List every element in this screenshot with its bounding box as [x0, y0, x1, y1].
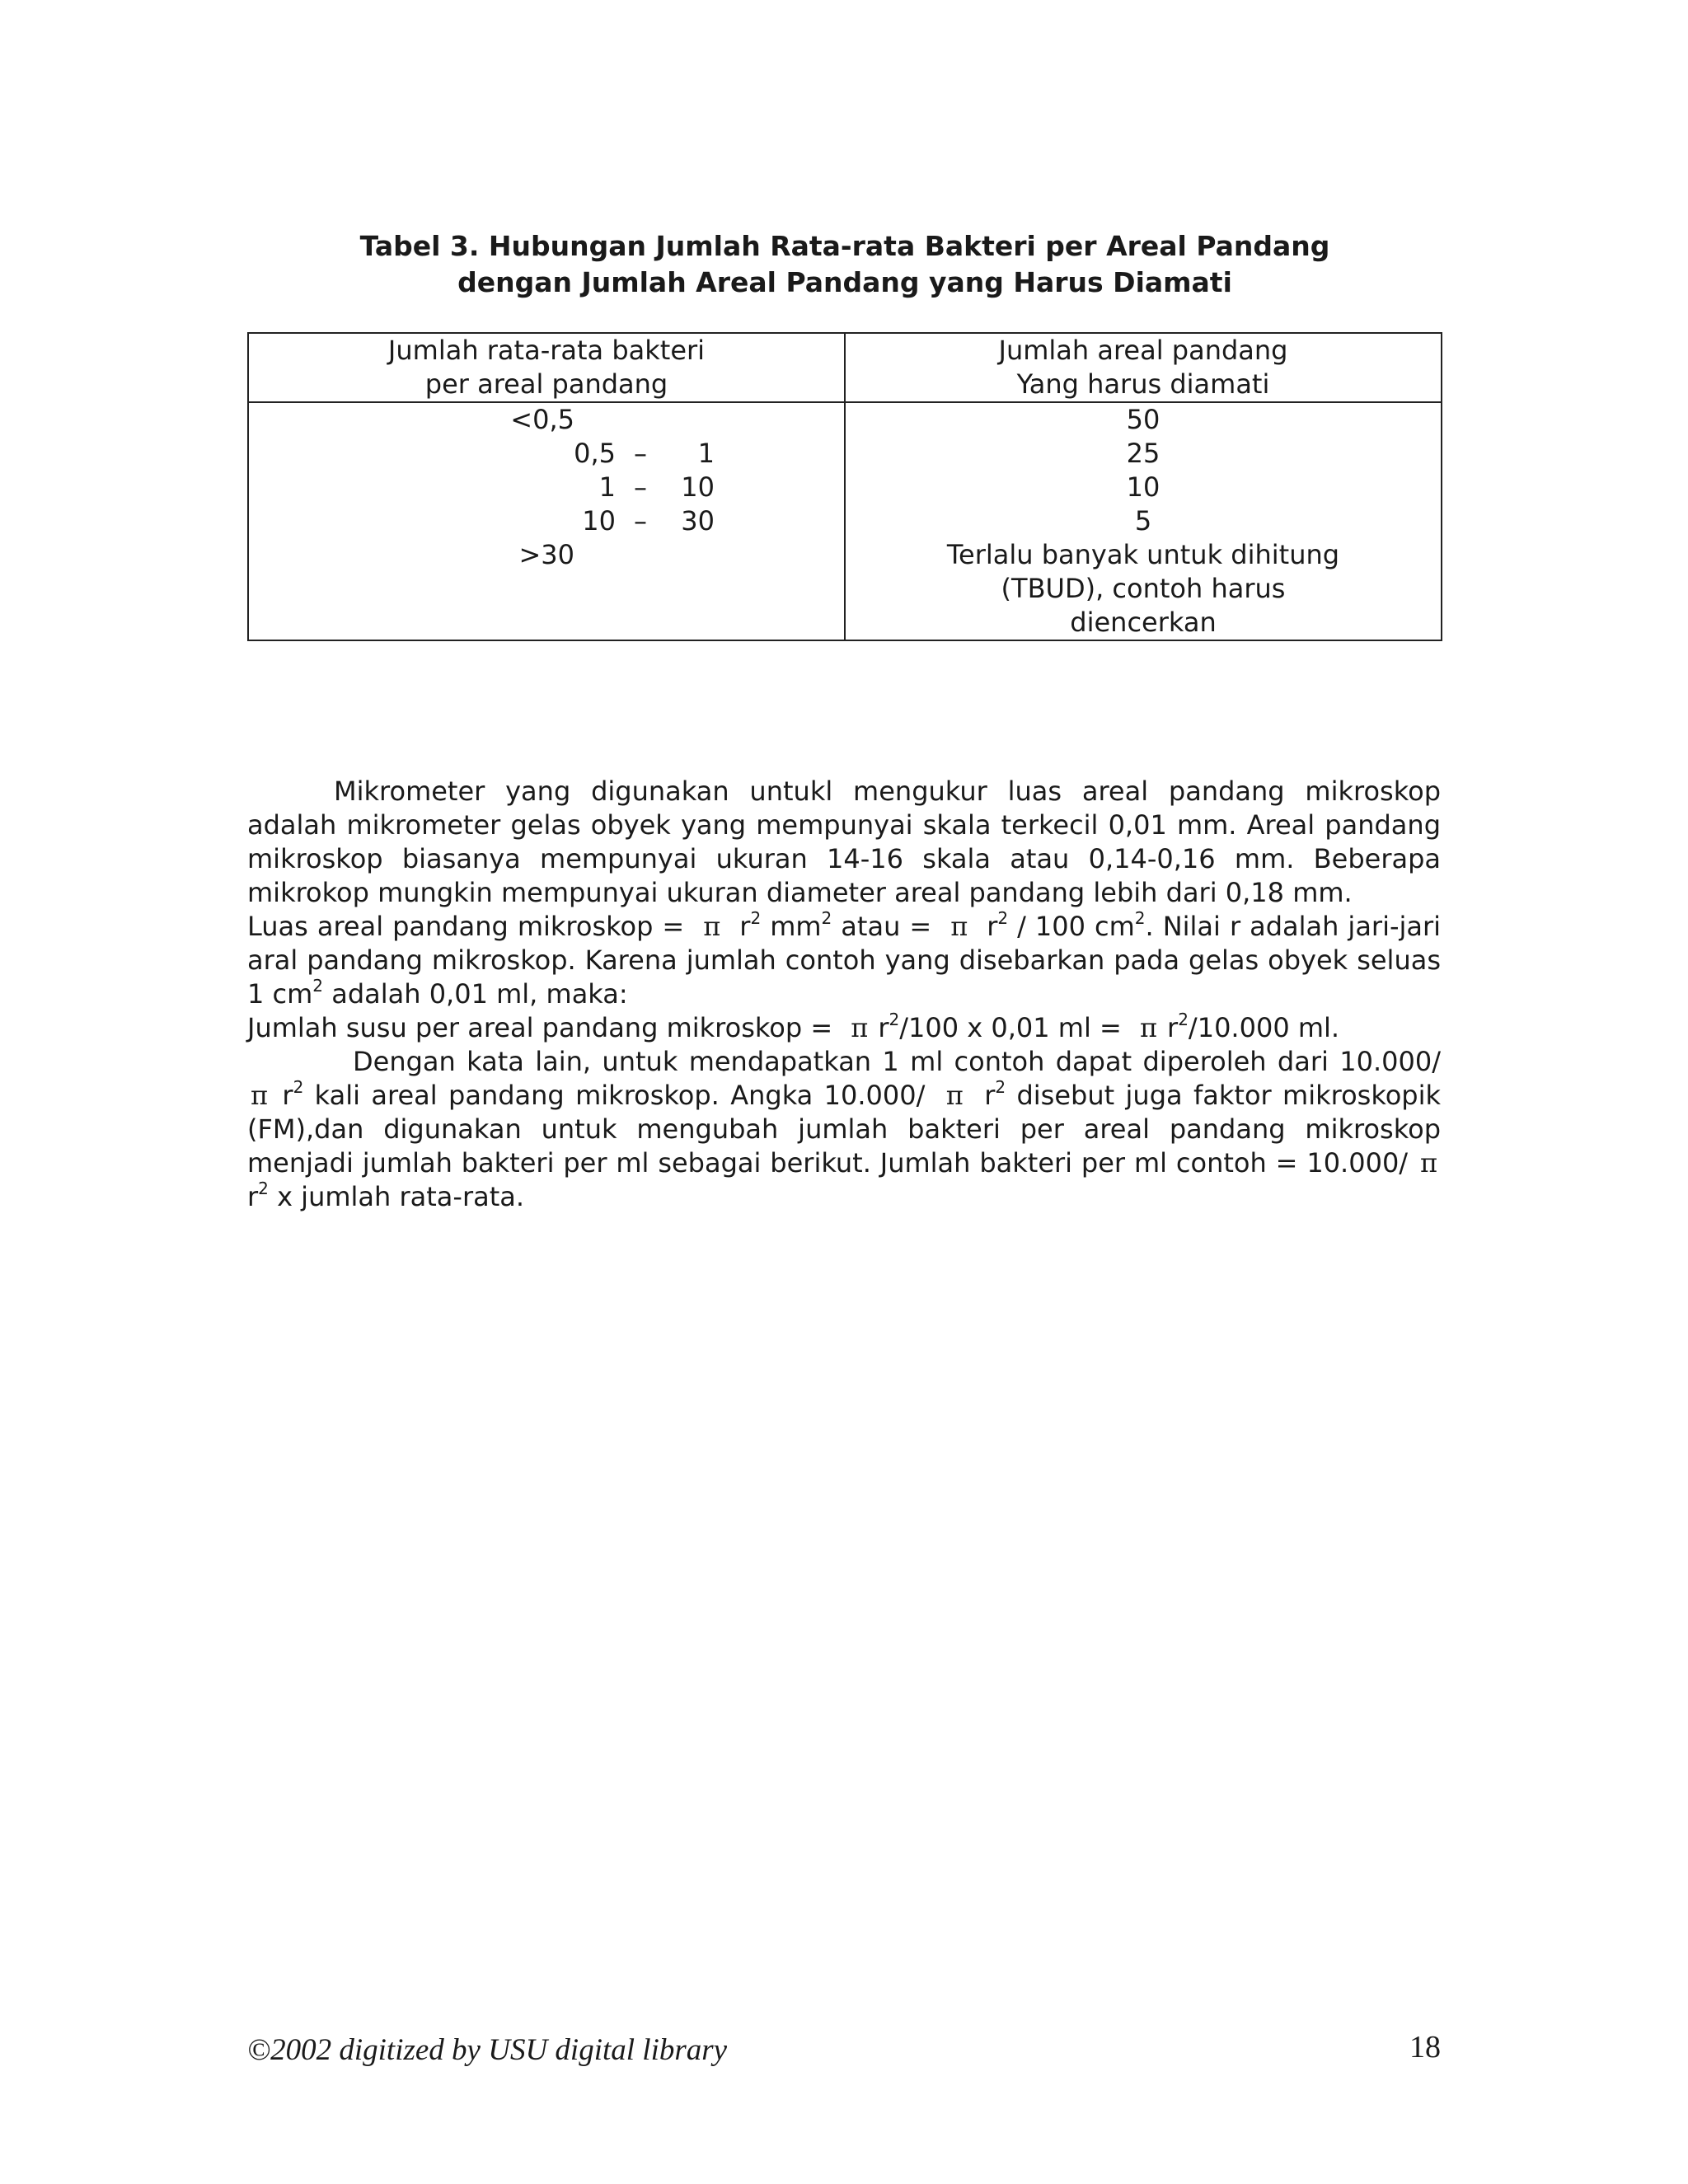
data-table — [247, 332, 1442, 641]
superscript: 2 — [1134, 908, 1146, 928]
range-to: 30 — [681, 505, 715, 537]
range-to: 10 — [681, 471, 715, 503]
range-value: >30 — [518, 539, 574, 570]
text-run: r — [247, 1181, 259, 1212]
text-run: r — [282, 1080, 293, 1111]
column-header-bacteria — [248, 333, 845, 402]
text-run: . Nilai r adalah jari-jari aral pandang mikroskop. Karena jumlah contoh yang disebarkan pada gelas obyek seluas 1 cm — [247, 911, 1442, 1010]
field-count-note: (TBUD), contoh harus — [1001, 573, 1286, 604]
table-caption-line-1: Tabel 3. Hubungan Jumlah Rata-rata Bakteri per Areal Pandang — [359, 230, 1330, 262]
range-from: 10 — [582, 505, 616, 537]
text-run: r — [987, 911, 998, 942]
pi-symbol: π — [703, 911, 721, 942]
superscript: 2 — [750, 908, 762, 928]
pi-symbol: π — [945, 1080, 964, 1111]
text-run: mm — [770, 911, 822, 942]
table-caption — [247, 228, 1442, 301]
superscript: 2 — [889, 1010, 900, 1029]
field-count: 50 — [1126, 404, 1160, 435]
text-run: disebut juga faktor mikroskopik (FM),dan digunakan untuk mengubah jumlah bakteri per areal pandang mikroskop menjadi jumlah bakteri per ml sebagai berikut. Jumlah bakteri per ml contoh = 10.000/ — [247, 1080, 1442, 1179]
header-text: per areal pandang — [424, 368, 668, 400]
text-run: /10.000 ml. — [1188, 1012, 1340, 1043]
header-text: Jumlah areal pandang — [998, 335, 1288, 366]
superscript: 2 — [821, 908, 832, 928]
pi-symbol: π — [1419, 1147, 1438, 1179]
bacteria-range-cell — [248, 402, 845, 640]
paragraph-milk-quantity — [247, 1011, 1441, 1045]
range-value — [249, 437, 844, 471]
text-run: Dengan kata lain, untuk mendapatkan 1 ml contoh dapat diperoleh dari 10.000/ — [353, 1046, 1441, 1077]
table-caption-line-2: dengan Jumlah Areal Pandang yang Harus Diamati — [457, 266, 1232, 298]
superscript: 2 — [1178, 1010, 1189, 1029]
text-run: /100 x 0,01 ml = — [899, 1012, 1122, 1043]
page-number: 18 — [1409, 2030, 1441, 2064]
range-dash: – — [634, 505, 647, 537]
range-to: 1 — [697, 438, 715, 469]
pi-symbol: π — [1140, 1012, 1158, 1043]
paragraph-field-area — [247, 910, 1441, 1011]
table-body-row — [248, 402, 1442, 640]
text-run: adalah 0,01 ml, maka: — [331, 978, 628, 1010]
text-run: Luas areal pandang mikroskop = — [247, 911, 685, 942]
range-from: 0,5 — [574, 438, 616, 469]
field-count-note: Terlalu banyak untuk dihitung — [946, 539, 1340, 570]
table-header-row — [248, 333, 1442, 402]
superscript: 2 — [312, 976, 324, 996]
body-text — [247, 775, 1441, 1214]
field-count-note: diencerkan — [1070, 607, 1217, 638]
range-value: <0,5 — [510, 404, 574, 435]
range-value — [249, 471, 844, 504]
field-count: 25 — [1126, 438, 1160, 469]
text-run: Jumlah susu per areal pandang mikroskop = — [247, 1012, 833, 1043]
text-run: r — [1167, 1012, 1179, 1043]
field-count: 5 — [1134, 505, 1152, 537]
range-from: 1 — [598, 471, 616, 503]
text-run: r — [878, 1012, 889, 1043]
superscript: 2 — [258, 1179, 269, 1198]
pi-symbol: π — [950, 911, 968, 942]
text-run: r — [984, 1080, 996, 1111]
text-run: r — [739, 911, 751, 942]
superscript: 2 — [995, 1077, 1006, 1097]
field-count-cell — [845, 402, 1442, 640]
text-run: kali areal pandang mikroskop. Angka 10.000/ — [314, 1080, 926, 1111]
pi-symbol: π — [851, 1012, 869, 1043]
text-run: atau = — [841, 911, 932, 942]
text-run: x jumlah rata-rata. — [277, 1181, 525, 1212]
header-text: Yang harus diamati — [1016, 368, 1270, 400]
range-dash: – — [634, 471, 647, 503]
text-run: / 100 cm — [1017, 911, 1135, 942]
header-text: Jumlah rata-rata bakteri — [387, 335, 706, 366]
range-value — [249, 504, 844, 538]
superscript: 2 — [997, 908, 1009, 928]
paragraph-microscopic-factor — [247, 1045, 1441, 1214]
superscript: 2 — [293, 1077, 304, 1097]
column-header-fields — [845, 333, 1442, 402]
range-dash: – — [634, 438, 647, 469]
paragraph-micrometer: Mikrometer yang digunakan untukl mengukur luas areal pandang mikroskop adalah mikrometer gelas obyek yang mempunyai skala terkecil 0,01 mm. Areal pandang mikroskop biasanya mempunyai ukuran 14-16 skala atau 0,14-0,16 mm. Beberapa mikrokop mungkin mempunyai ukuran diameter areal pandang lebih dari 0,18 mm. — [247, 776, 1441, 908]
pi-symbol: π — [251, 1080, 269, 1111]
footer-copyright: ©2002 digitized by USU digital library — [247, 2033, 728, 2067]
field-count: 10 — [1126, 471, 1160, 503]
